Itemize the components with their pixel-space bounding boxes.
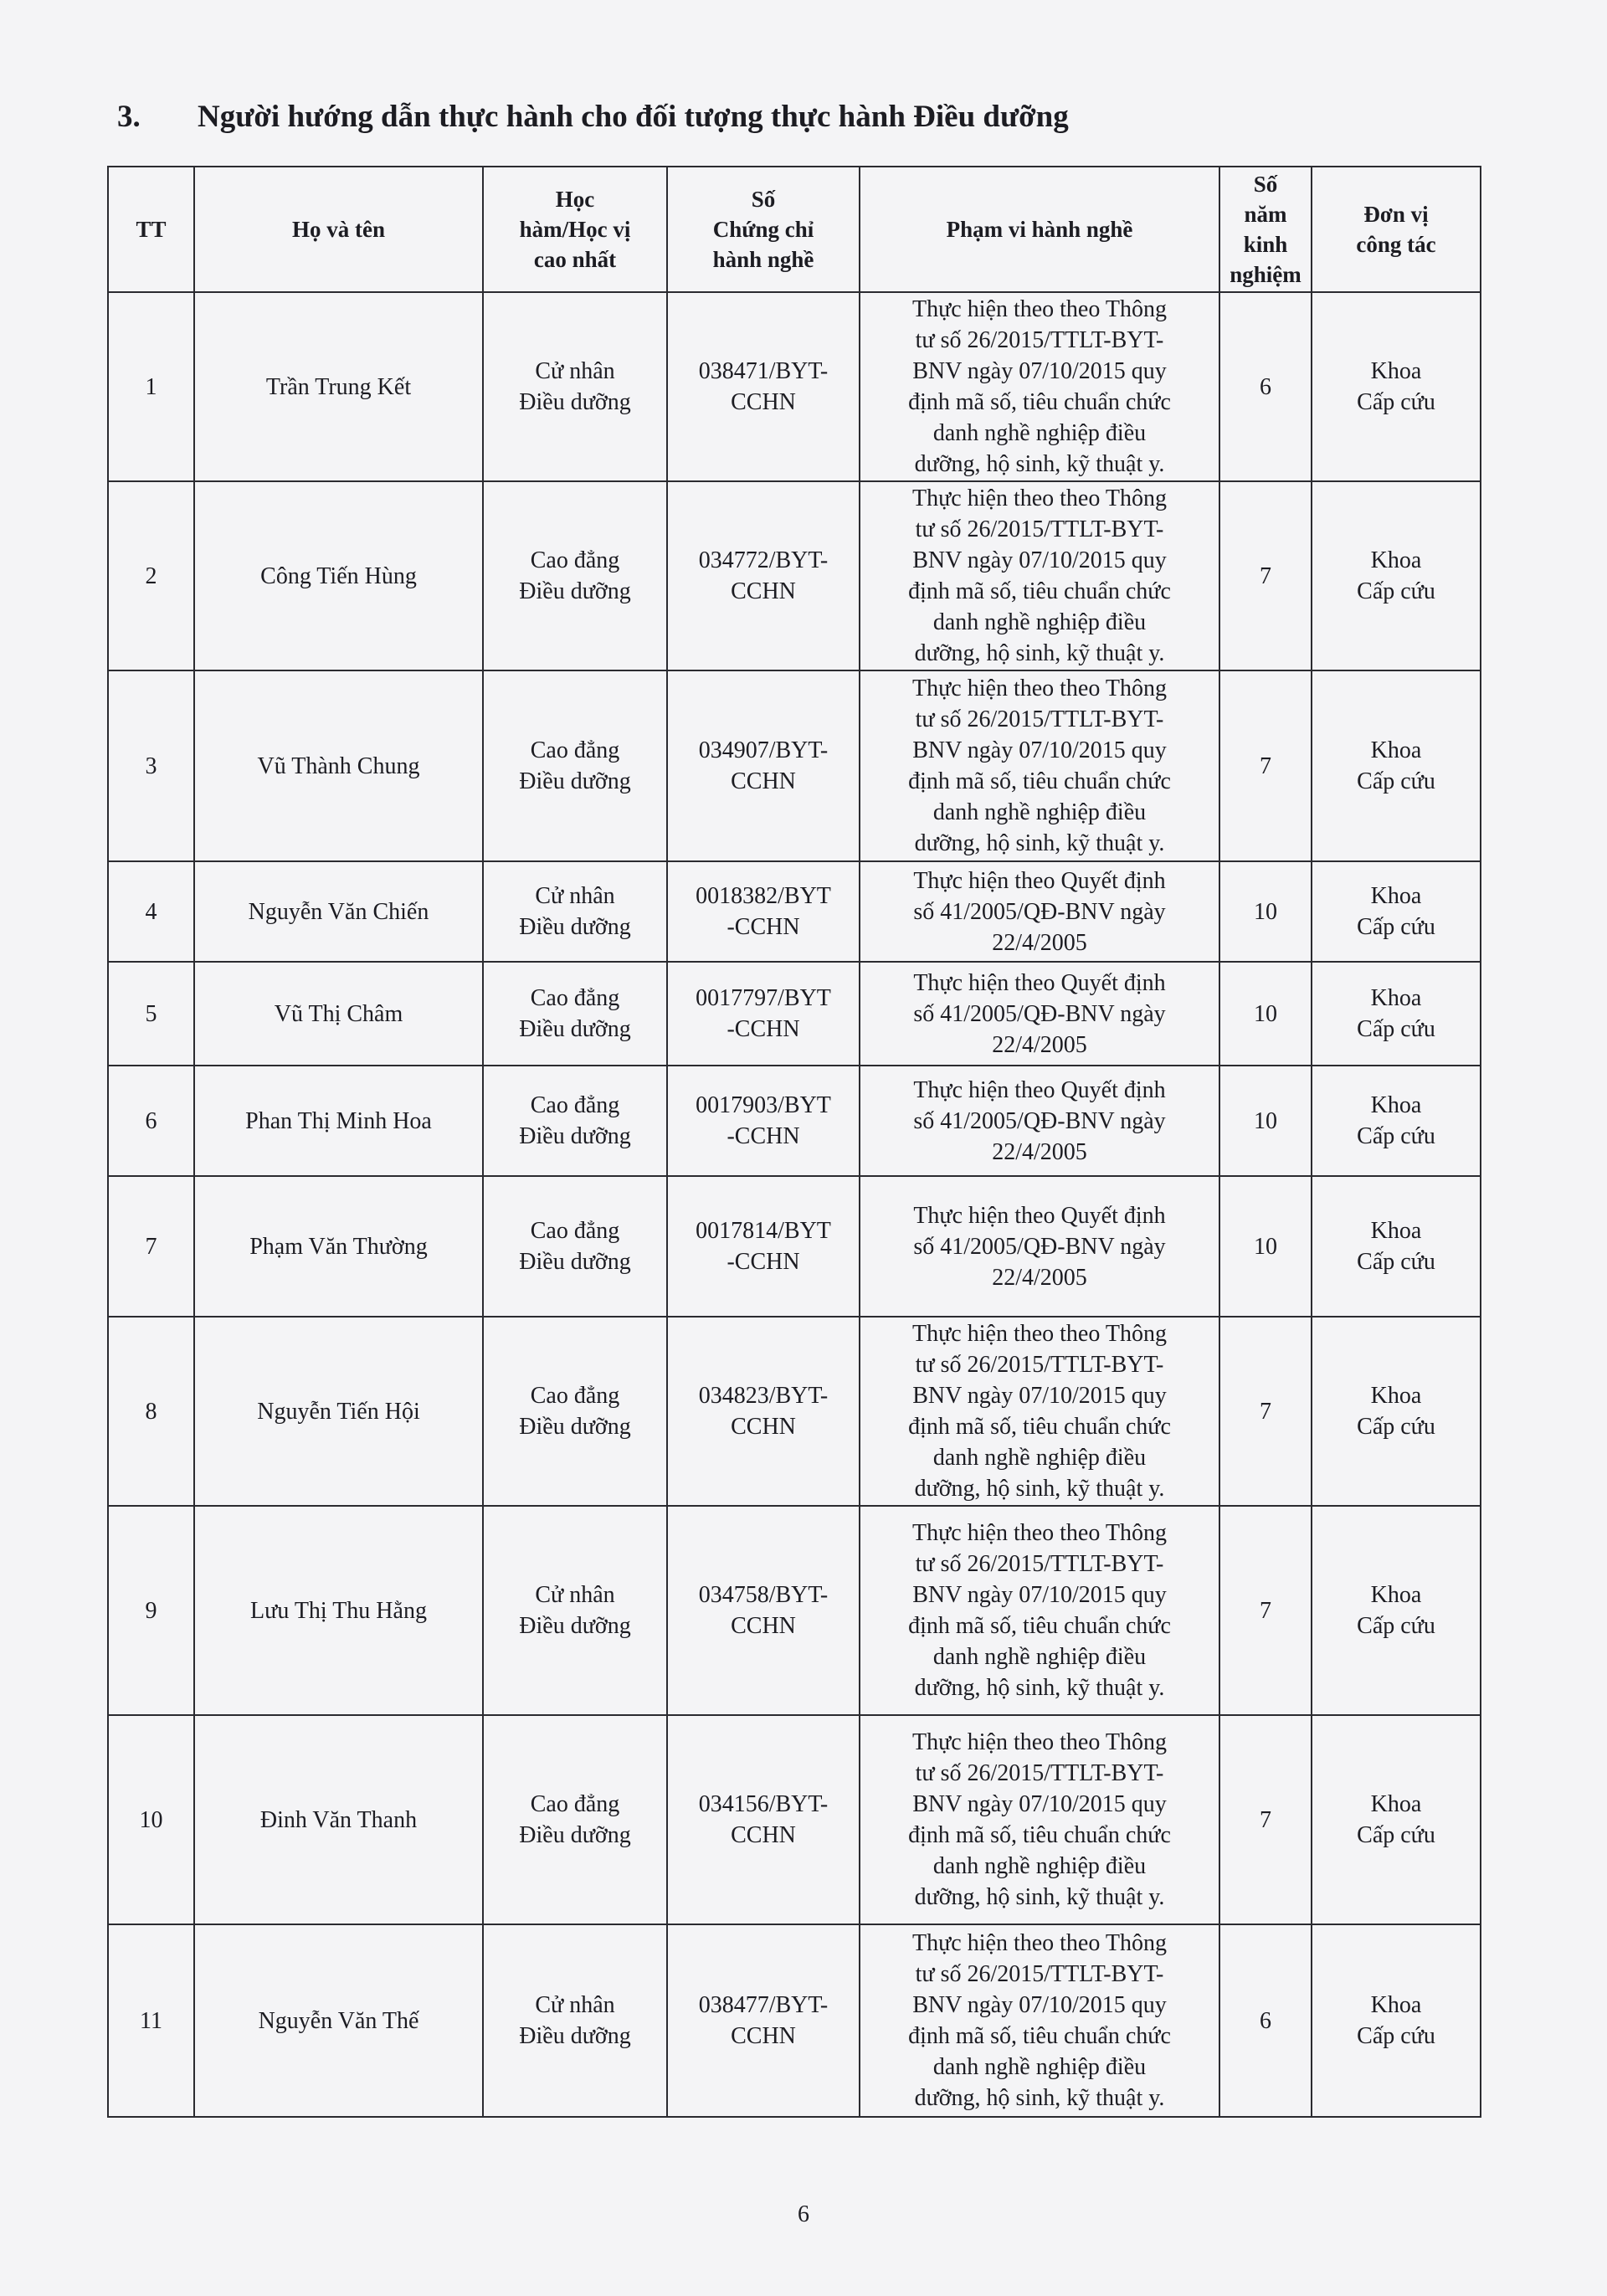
scope-line: định mã số, tiêu chuẩn chức	[908, 389, 1171, 415]
instructor-table	[107, 166, 1481, 2118]
cell-name: Công Tiến Hùng	[194, 481, 483, 670]
degree-line: Điều dưỡng	[519, 1414, 631, 1440]
degree-line: Cử nhân	[535, 883, 615, 909]
scope-line: BNV ngày 07/10/2015 quy	[912, 737, 1167, 763]
header-experience: Số năm kinh nghiệm	[1219, 167, 1312, 292]
table-row	[108, 1715, 1481, 1924]
cell-name: Phan Thị Minh Hoa	[194, 1066, 483, 1176]
degree-line: Điều dưỡng	[519, 389, 631, 415]
degree-line: Điều dưỡng	[519, 578, 631, 604]
cell-tt: 8	[108, 1317, 194, 1506]
header-tt: TT	[108, 167, 194, 292]
unit-line: Khoa	[1370, 1218, 1422, 1244]
cell-tt: 7	[108, 1176, 194, 1317]
scope-line: danh nghề nghiệp điều	[932, 420, 1147, 446]
cell-experience: 10	[1219, 861, 1312, 962]
degree-line: Điều dưỡng	[519, 1822, 631, 1848]
cell-degree	[483, 1066, 667, 1176]
cell-experience: 7	[1219, 1715, 1312, 1924]
cell-degree	[483, 1176, 667, 1317]
unit-line: Cấp cứu	[1357, 389, 1435, 415]
cert-line: CCHN	[731, 578, 796, 604]
scope-line: định mã số, tiêu chuẩn chức	[908, 1822, 1171, 1848]
unit-line: Khoa	[1370, 1791, 1422, 1817]
section-title: Người hướng dẫn thực hành cho đối tượng thực hành Điều dưỡng	[198, 100, 1069, 134]
cell-cert	[667, 1066, 860, 1176]
degree-line: Cao đẳng	[530, 1791, 620, 1817]
scope-line: danh nghề nghiệp điều	[932, 1644, 1147, 1670]
scope-line: định mã số, tiêu chuẩn chức	[908, 2023, 1171, 2049]
section-heading	[117, 99, 1069, 135]
cell-scope	[860, 292, 1219, 481]
cell-experience: 10	[1219, 1066, 1312, 1176]
unit-line: Cấp cứu	[1357, 1613, 1435, 1639]
cell-scope	[860, 1506, 1219, 1715]
unit-line: Cấp cứu	[1357, 1822, 1435, 1848]
unit-line: Cấp cứu	[1357, 1123, 1435, 1149]
unit-line: Khoa	[1370, 1992, 1422, 2018]
header-name: Họ và tên	[194, 167, 483, 292]
scope-line: tư số 26/2015/TTLT-BYT-	[915, 706, 1164, 732]
cell-scope	[860, 1176, 1219, 1317]
table-row	[108, 1066, 1481, 1176]
table-row	[108, 861, 1481, 962]
scope-line: dưỡng, hộ sinh, kỹ thuật y.	[914, 1476, 1165, 1502]
cell-unit	[1312, 861, 1481, 962]
table-body	[108, 292, 1481, 2117]
cell-experience: 6	[1219, 1924, 1312, 2117]
scope-line: dưỡng, hộ sinh, kỹ thuật y.	[914, 1675, 1165, 1701]
scope-line: danh nghề nghiệp điều	[932, 609, 1147, 635]
cell-name: Vũ Thị Châm	[194, 962, 483, 1066]
degree-line: Điều dưỡng	[519, 1123, 631, 1149]
cell-degree	[483, 1317, 667, 1506]
cell-scope	[860, 670, 1219, 861]
cell-cert	[667, 292, 860, 481]
cert-line: 0017797/BYT	[696, 985, 831, 1011]
table-row	[108, 1176, 1481, 1317]
unit-line: Khoa	[1370, 358, 1422, 384]
cell-unit	[1312, 670, 1481, 861]
degree-line: Cao đẳng	[530, 1383, 620, 1409]
scope-line: Thực hiện theo theo Thông	[912, 1729, 1167, 1755]
scope-line: BNV ngày 07/10/2015 quy	[912, 1383, 1167, 1409]
cert-line: 038471/BYT-	[698, 358, 829, 384]
page-number: 6	[798, 2201, 809, 2227]
unit-line: Khoa	[1370, 883, 1422, 909]
cert-line: CCHN	[731, 1414, 796, 1440]
degree-line: Điều dưỡng	[519, 1613, 631, 1639]
unit-line: Cấp cứu	[1357, 1016, 1435, 1042]
cell-scope	[860, 861, 1219, 962]
cell-unit	[1312, 962, 1481, 1066]
unit-line: Khoa	[1370, 1383, 1422, 1409]
scope-line: danh nghề nghiệp điều	[932, 2054, 1147, 2080]
cell-scope	[860, 1066, 1219, 1176]
cell-scope	[860, 1317, 1219, 1506]
scope-line: Thực hiện theo Quyết định	[913, 867, 1166, 894]
scope-line: số 41/2005/QĐ-BNV ngày	[913, 1233, 1166, 1260]
cert-line: 0017814/BYT	[696, 1218, 831, 1244]
section-number: 3.	[117, 100, 141, 134]
degree-line: Cao đẳng	[530, 737, 620, 763]
cell-cert	[667, 1924, 860, 2117]
scope-line: BNV ngày 07/10/2015 quy	[912, 547, 1167, 573]
cell-degree	[483, 1715, 667, 1924]
cell-cert	[667, 1317, 860, 1506]
cell-tt: 9	[108, 1506, 194, 1715]
cert-line: 034907/BYT-	[698, 737, 829, 763]
cell-cert	[667, 481, 860, 670]
cell-tt: 3	[108, 670, 194, 861]
scope-line: 22/4/2005	[992, 1031, 1087, 1058]
scope-line: 22/4/2005	[992, 929, 1087, 956]
unit-line: Khoa	[1370, 1582, 1422, 1608]
cert-line: CCHN	[731, 2023, 796, 2049]
table-row	[108, 670, 1481, 861]
degree-line: Điều dưỡng	[519, 1016, 631, 1042]
unit-line: Cấp cứu	[1357, 768, 1435, 794]
cell-experience: 10	[1219, 1176, 1312, 1317]
scope-line: tư số 26/2015/TTLT-BYT-	[915, 1352, 1164, 1378]
cell-unit	[1312, 1924, 1481, 2117]
cell-tt: 2	[108, 481, 194, 670]
cert-line: 034823/BYT-	[698, 1383, 829, 1409]
cell-name: Phạm Văn Thường	[194, 1176, 483, 1317]
unit-line: Cấp cứu	[1357, 1414, 1435, 1440]
scope-line: BNV ngày 07/10/2015 quy	[912, 1791, 1167, 1817]
table-row	[108, 962, 1481, 1066]
scope-line: tư số 26/2015/TTLT-BYT-	[915, 516, 1164, 542]
scope-line: định mã số, tiêu chuẩn chức	[908, 768, 1171, 794]
degree-line: Cao đẳng	[530, 985, 620, 1011]
cell-name: Đinh Văn Thanh	[194, 1715, 483, 1924]
scope-line: Thực hiện theo Quyết định	[913, 1202, 1166, 1229]
scope-line: Thực hiện theo theo Thông	[912, 1321, 1167, 1347]
unit-line: Khoa	[1370, 985, 1422, 1011]
cell-unit	[1312, 481, 1481, 670]
header-scope: Phạm vi hành nghề	[860, 167, 1219, 292]
unit-line: Cấp cứu	[1357, 1249, 1435, 1275]
cert-line: -CCHN	[726, 1016, 800, 1042]
scope-line: BNV ngày 07/10/2015 quy	[912, 1992, 1167, 2018]
cell-name: Lưu Thị Thu Hằng	[194, 1506, 483, 1715]
scope-line: Thực hiện theo theo Thông	[912, 675, 1167, 701]
table-header-row	[108, 167, 1481, 292]
cell-tt: 10	[108, 1715, 194, 1924]
degree-line: Cao đẳng	[530, 547, 620, 573]
table-row	[108, 1506, 1481, 1715]
scope-line: dưỡng, hộ sinh, kỹ thuật y.	[914, 830, 1165, 856]
cert-line: CCHN	[731, 389, 796, 415]
degree-line: Cử nhân	[535, 1582, 615, 1608]
cert-line: CCHN	[731, 768, 796, 794]
cell-cert	[667, 1176, 860, 1317]
scope-line: tư số 26/2015/TTLT-BYT-	[915, 1760, 1164, 1786]
cell-name: Nguyễn Văn Thế	[194, 1924, 483, 2117]
degree-line: Cử nhân	[535, 1992, 615, 2018]
cell-unit	[1312, 1066, 1481, 1176]
scope-line: danh nghề nghiệp điều	[932, 799, 1147, 825]
unit-line: Cấp cứu	[1357, 914, 1435, 940]
scope-line: Thực hiện theo Quyết định	[913, 1076, 1166, 1103]
cell-unit	[1312, 292, 1481, 481]
cell-unit	[1312, 1715, 1481, 1924]
cell-unit	[1312, 1317, 1481, 1506]
cell-scope	[860, 481, 1219, 670]
cell-experience: 10	[1219, 962, 1312, 1066]
scope-line: tư số 26/2015/TTLT-BYT-	[915, 1551, 1164, 1577]
cell-cert	[667, 1506, 860, 1715]
cert-line: 0018382/BYT	[696, 883, 831, 909]
unit-line: Khoa	[1370, 737, 1422, 763]
scope-line: Thực hiện theo Quyết định	[913, 969, 1166, 996]
degree-line: Điều dưỡng	[519, 768, 631, 794]
cell-degree	[483, 1924, 667, 2117]
cell-unit	[1312, 1506, 1481, 1715]
cell-degree	[483, 481, 667, 670]
cert-line: CCHN	[731, 1613, 796, 1639]
unit-line: Cấp cứu	[1357, 578, 1435, 604]
scope-line: dưỡng, hộ sinh, kỹ thuật y.	[914, 1884, 1165, 1910]
cell-cert	[667, 861, 860, 962]
unit-line: Cấp cứu	[1357, 2023, 1435, 2049]
cell-experience: 7	[1219, 670, 1312, 861]
degree-line: Cao đẳng	[530, 1218, 620, 1244]
scope-line: BNV ngày 07/10/2015 quy	[912, 1582, 1167, 1608]
scope-line: danh nghề nghiệp điều	[932, 1445, 1147, 1471]
cell-tt: 5	[108, 962, 194, 1066]
cell-name: Trần Trung Kết	[194, 292, 483, 481]
cert-line: -CCHN	[726, 1123, 800, 1149]
scope-line: định mã số, tiêu chuẩn chức	[908, 1414, 1171, 1440]
scope-line: số 41/2005/QĐ-BNV ngày	[913, 1000, 1166, 1027]
cell-scope	[860, 1924, 1219, 2117]
scope-line: dưỡng, hộ sinh, kỹ thuật y.	[914, 2085, 1165, 2111]
scope-line: định mã số, tiêu chuẩn chức	[908, 578, 1171, 604]
cell-name: Nguyễn Tiến Hội	[194, 1317, 483, 1506]
header-unit: Đơn vị công tác	[1312, 167, 1481, 292]
cell-scope	[860, 962, 1219, 1066]
cert-line: -CCHN	[726, 1249, 800, 1275]
cell-tt: 4	[108, 861, 194, 962]
cell-experience: 7	[1219, 1317, 1312, 1506]
table-row	[108, 1924, 1481, 2117]
cell-unit	[1312, 1176, 1481, 1317]
cell-tt: 6	[108, 1066, 194, 1176]
scope-line: danh nghề nghiệp điều	[932, 1853, 1147, 1879]
cell-cert	[667, 1715, 860, 1924]
cell-experience: 6	[1219, 292, 1312, 481]
scope-line: tư số 26/2015/TTLT-BYT-	[915, 327, 1164, 353]
cell-cert	[667, 670, 860, 861]
header-cert: Số Chứng chỉ hành nghề	[667, 167, 860, 292]
table-row	[108, 1317, 1481, 1506]
cell-experience: 7	[1219, 481, 1312, 670]
scope-line: dưỡng, hộ sinh, kỹ thuật y.	[914, 640, 1165, 666]
cell-degree	[483, 861, 667, 962]
cell-name: Vũ Thành Chung	[194, 670, 483, 861]
table-row	[108, 292, 1481, 481]
scope-line: số 41/2005/QĐ-BNV ngày	[913, 1107, 1166, 1134]
cell-scope	[860, 1715, 1219, 1924]
scope-line: 22/4/2005	[992, 1264, 1087, 1291]
unit-line: Khoa	[1370, 547, 1422, 573]
scope-line: 22/4/2005	[992, 1138, 1087, 1165]
unit-line: Khoa	[1370, 1092, 1422, 1118]
cell-degree	[483, 1506, 667, 1715]
degree-line: Cao đẳng	[530, 1092, 620, 1118]
cert-line: 034156/BYT-	[698, 1791, 829, 1817]
cert-line: 0017903/BYT	[696, 1092, 831, 1118]
cert-line: -CCHN	[726, 914, 800, 940]
cell-tt: 1	[108, 292, 194, 481]
cell-degree	[483, 670, 667, 861]
scope-line: Thực hiện theo theo Thông	[912, 1930, 1167, 1956]
cell-degree	[483, 292, 667, 481]
cert-line: 034772/BYT-	[698, 547, 829, 573]
cell-name: Nguyễn Văn Chiến	[194, 861, 483, 962]
scope-line: số 41/2005/QĐ-BNV ngày	[913, 898, 1166, 925]
scope-line: định mã số, tiêu chuẩn chức	[908, 1613, 1171, 1639]
cert-line: CCHN	[731, 1822, 796, 1848]
scope-line: tư số 26/2015/TTLT-BYT-	[915, 1961, 1164, 1987]
cert-line: 038477/BYT-	[698, 1992, 829, 2018]
scope-line: dưỡng, hộ sinh, kỹ thuật y.	[914, 451, 1165, 477]
cell-tt: 11	[108, 1924, 194, 2117]
table-row	[108, 481, 1481, 670]
degree-line: Cử nhân	[535, 358, 615, 384]
cell-degree	[483, 962, 667, 1066]
header-degree: Học hàm/Học vị cao nhất	[483, 167, 667, 292]
degree-line: Điều dưỡng	[519, 1249, 631, 1275]
degree-line: Điều dưỡng	[519, 914, 631, 940]
cell-cert	[667, 962, 860, 1066]
degree-line: Điều dưỡng	[519, 2023, 631, 2049]
scope-line: Thực hiện theo theo Thông	[912, 1520, 1167, 1546]
scope-line: BNV ngày 07/10/2015 quy	[912, 358, 1167, 384]
cell-experience: 7	[1219, 1506, 1312, 1715]
cert-line: 034758/BYT-	[698, 1582, 829, 1608]
scope-line: Thực hiện theo theo Thông	[912, 485, 1167, 511]
scope-line: Thực hiện theo theo Thông	[912, 296, 1167, 322]
